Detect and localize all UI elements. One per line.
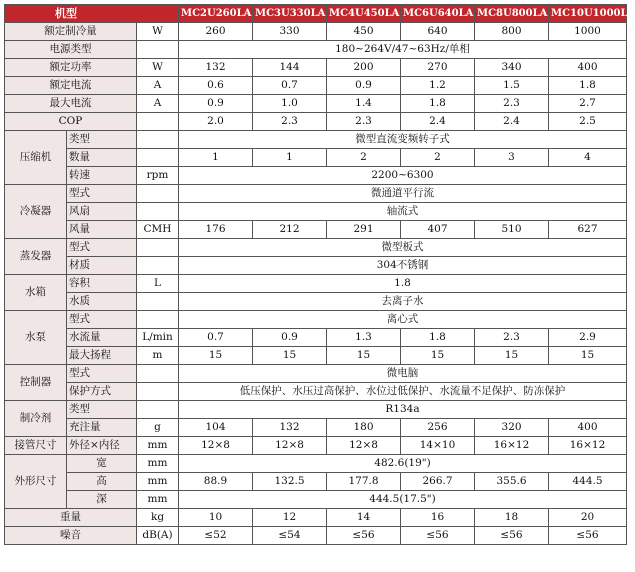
group-label: 压缩机: [5, 131, 67, 185]
row-label: 材质: [67, 257, 137, 275]
unit-cell: [137, 113, 179, 131]
value-cell: 177.8: [327, 473, 401, 491]
table-row: [5, 437, 627, 455]
value-cell: 15: [549, 347, 627, 365]
model-header: MC2U260LA: [179, 5, 253, 23]
unit-cell: [137, 401, 179, 419]
row-label: 电源类型: [5, 41, 137, 59]
table-row: [5, 455, 627, 473]
value-cell: 510: [475, 221, 549, 239]
row-label: 宽: [67, 455, 137, 473]
value-cell: 0.7: [179, 329, 253, 347]
merged-value-cell: 微电脑: [179, 365, 627, 383]
value-cell: 144: [253, 59, 327, 77]
merged-value-cell: R134a: [179, 401, 627, 419]
model-header: MC4U450LA: [327, 5, 401, 23]
table-row: [5, 527, 627, 545]
value-cell: 1.3: [327, 329, 401, 347]
value-cell: 15: [475, 347, 549, 365]
table-row: [5, 401, 627, 419]
unit-cell: mm: [137, 491, 179, 509]
value-cell: 2.5: [549, 113, 627, 131]
row-label: 水流量: [67, 329, 137, 347]
value-cell: 1000: [549, 23, 627, 41]
value-cell: 0.7: [253, 77, 327, 95]
value-cell: 0.9: [253, 329, 327, 347]
value-cell: 260: [179, 23, 253, 41]
row-label: 外径×内径: [67, 437, 137, 455]
merged-value-cell: 1.8: [179, 275, 627, 293]
table-row: [5, 167, 627, 185]
model-header: MC6U640LA: [401, 5, 475, 23]
group-label: 接管尺寸: [5, 437, 67, 455]
row-label: 深: [67, 491, 137, 509]
value-cell: 15: [327, 347, 401, 365]
table-row: [5, 473, 627, 491]
group-label: 蒸发器: [5, 239, 67, 275]
unit-cell: kg: [137, 509, 179, 527]
value-cell: 340: [475, 59, 549, 77]
table-row: [5, 149, 627, 167]
value-cell: 200: [327, 59, 401, 77]
unit-cell: [137, 257, 179, 275]
model-header: MC3U330LA: [253, 5, 327, 23]
value-cell: 1: [253, 149, 327, 167]
value-cell: 16: [401, 509, 475, 527]
value-cell: 444.5: [549, 473, 627, 491]
unit-cell: CMH: [137, 221, 179, 239]
unit-cell: g: [137, 419, 179, 437]
value-cell: 1.4: [327, 95, 401, 113]
value-cell: 12×8: [253, 437, 327, 455]
row-label: 型式: [67, 365, 137, 383]
value-cell: 2.3: [327, 113, 401, 131]
value-cell: 16×12: [549, 437, 627, 455]
value-cell: 355.6: [475, 473, 549, 491]
unit-cell: [137, 239, 179, 257]
value-cell: 1.0: [253, 95, 327, 113]
unit-cell: W: [137, 59, 179, 77]
unit-cell: [137, 203, 179, 221]
value-cell: 18: [475, 509, 549, 527]
table-row: [5, 509, 627, 527]
value-cell: 270: [401, 59, 475, 77]
value-cell: 12×8: [179, 437, 253, 455]
merged-value-cell: 微型板式: [179, 239, 627, 257]
unit-cell: m: [137, 347, 179, 365]
value-cell: 14×10: [401, 437, 475, 455]
row-label: 型式: [67, 311, 137, 329]
value-cell: 0.9: [179, 95, 253, 113]
value-cell: 640: [401, 23, 475, 41]
row-label: 水质: [67, 293, 137, 311]
model-header: MC8U800LA: [475, 5, 549, 23]
value-cell: 4: [549, 149, 627, 167]
row-label: 转速: [67, 167, 137, 185]
value-cell: 2: [401, 149, 475, 167]
row-label: 型式: [67, 239, 137, 257]
value-cell: 104: [179, 419, 253, 437]
row-label: 最大扬程: [67, 347, 137, 365]
row-label: 额定功率: [5, 59, 137, 77]
value-cell: 20: [549, 509, 627, 527]
unit-cell: mm: [137, 455, 179, 473]
table-row: [5, 347, 627, 365]
value-cell: ≤52: [179, 527, 253, 545]
merged-value-cell: 离心式: [179, 311, 627, 329]
table-row: [5, 419, 627, 437]
value-cell: 10: [179, 509, 253, 527]
value-cell: ≤56: [475, 527, 549, 545]
value-cell: 320: [475, 419, 549, 437]
merged-value-cell: 微型直流变频转子式: [179, 131, 627, 149]
value-cell: 1.8: [401, 329, 475, 347]
value-cell: 15: [179, 347, 253, 365]
unit-cell: [137, 365, 179, 383]
merged-value-cell: 180~264V/47~63Hz/单相: [179, 41, 627, 59]
value-cell: 450: [327, 23, 401, 41]
row-label: 风扇: [67, 203, 137, 221]
row-label: 类型: [67, 401, 137, 419]
value-cell: 176: [179, 221, 253, 239]
row-label: 额定制冷量: [5, 23, 137, 41]
value-cell: 12: [253, 509, 327, 527]
merged-value-cell: 2200~6300: [179, 167, 627, 185]
table-row: [5, 239, 627, 257]
unit-cell: L/min: [137, 329, 179, 347]
unit-cell: A: [137, 95, 179, 113]
value-cell: 1: [179, 149, 253, 167]
group-label: 控制器: [5, 365, 67, 401]
merged-value-cell: 482.6(19"): [179, 455, 627, 473]
value-cell: 2.4: [401, 113, 475, 131]
value-cell: 132: [253, 419, 327, 437]
value-cell: 2.0: [179, 113, 253, 131]
spec-table: [4, 4, 635, 545]
value-cell: 0.6: [179, 77, 253, 95]
table-row: [5, 131, 627, 149]
unit-cell: [137, 311, 179, 329]
value-cell: 2: [327, 149, 401, 167]
row-label: 最大电流: [5, 95, 137, 113]
group-label: 冷凝器: [5, 185, 67, 239]
unit-cell: L: [137, 275, 179, 293]
table-row: [5, 95, 627, 113]
unit-cell: [137, 185, 179, 203]
value-cell: 132.5: [253, 473, 327, 491]
table-row: [5, 185, 627, 203]
value-cell: 1.8: [549, 77, 627, 95]
row-label: 容积: [67, 275, 137, 293]
value-cell: 800: [475, 23, 549, 41]
value-cell: 291: [327, 221, 401, 239]
value-cell: 0.9: [327, 77, 401, 95]
row-label: 保护方式: [67, 383, 137, 401]
value-cell: 16×12: [475, 437, 549, 455]
value-cell: 1.5: [475, 77, 549, 95]
unit-cell: dB(A): [137, 527, 179, 545]
merged-value-cell: 304不锈钢: [179, 257, 627, 275]
table-row: [5, 365, 627, 383]
table-row: [5, 275, 627, 293]
value-cell: 12×8: [327, 437, 401, 455]
unit-cell: [137, 383, 179, 401]
value-cell: ≤54: [253, 527, 327, 545]
table-row: [5, 383, 627, 401]
value-cell: 88.9: [179, 473, 253, 491]
table-row: [5, 23, 627, 41]
value-cell: 2.3: [475, 329, 549, 347]
table-row: [5, 77, 627, 95]
unit-cell: [137, 149, 179, 167]
table-row: [5, 59, 627, 77]
value-cell: 330: [253, 23, 327, 41]
unit-cell: [137, 131, 179, 149]
unit-cell: mm: [137, 473, 179, 491]
row-label: 型式: [67, 185, 137, 203]
row-label: 额定电流: [5, 77, 137, 95]
unit-cell: A: [137, 77, 179, 95]
row-label: 重量: [5, 509, 137, 527]
value-cell: 627: [549, 221, 627, 239]
value-cell: ≤56: [327, 527, 401, 545]
value-cell: 1.8: [401, 95, 475, 113]
row-label: 数量: [67, 149, 137, 167]
table-row: [5, 293, 627, 311]
merged-value-cell: 微通道平行流: [179, 185, 627, 203]
merged-value-cell: 去离子水: [179, 293, 627, 311]
value-cell: 2.9: [549, 329, 627, 347]
row-label: 高: [67, 473, 137, 491]
table-row: [5, 329, 627, 347]
merged-value-cell: 低压保护、水压过高保护、水位过低保护、水流量不足保护、防冻保护: [179, 383, 627, 401]
value-cell: 3: [475, 149, 549, 167]
value-cell: 2.7: [549, 95, 627, 113]
value-cell: 2.3: [253, 113, 327, 131]
row-label: COP: [5, 113, 137, 131]
group-label: 水泵: [5, 311, 67, 365]
value-cell: 256: [401, 419, 475, 437]
merged-value-cell: 444.5(17.5"): [179, 491, 627, 509]
value-cell: 400: [549, 59, 627, 77]
value-cell: 212: [253, 221, 327, 239]
value-cell: 2.3: [475, 95, 549, 113]
value-cell: 2.4: [475, 113, 549, 131]
table-row: [5, 257, 627, 275]
unit-cell: [137, 293, 179, 311]
row-label: 风量: [67, 221, 137, 239]
header-label: 机型: [5, 5, 179, 23]
table-row: [5, 41, 627, 59]
value-cell: 400: [549, 419, 627, 437]
unit-cell: [137, 41, 179, 59]
value-cell: ≤56: [549, 527, 627, 545]
group-label: 制冷剂: [5, 401, 67, 437]
merged-value-cell: 轴流式: [179, 203, 627, 221]
value-cell: 15: [401, 347, 475, 365]
value-cell: 407: [401, 221, 475, 239]
value-cell: 14: [327, 509, 401, 527]
row-label: 类型: [67, 131, 137, 149]
table-row: [5, 491, 627, 509]
unit-cell: W: [137, 23, 179, 41]
value-cell: 132: [179, 59, 253, 77]
value-cell: 266.7: [401, 473, 475, 491]
value-cell: 1.2: [401, 77, 475, 95]
table-row: [5, 221, 627, 239]
header-row: [5, 5, 627, 23]
value-cell: ≤56: [401, 527, 475, 545]
model-header: MC10U1000LA: [549, 5, 627, 23]
row-label: 充注量: [67, 419, 137, 437]
value-cell: 180: [327, 419, 401, 437]
table-row: [5, 311, 627, 329]
row-label: 噪音: [5, 527, 137, 545]
group-label: 外形尺寸: [5, 455, 67, 509]
value-cell: 15: [253, 347, 327, 365]
unit-cell: rpm: [137, 167, 179, 185]
unit-cell: mm: [137, 437, 179, 455]
group-label: 水箱: [5, 275, 67, 311]
table-row: [5, 113, 627, 131]
table-row: [5, 203, 627, 221]
